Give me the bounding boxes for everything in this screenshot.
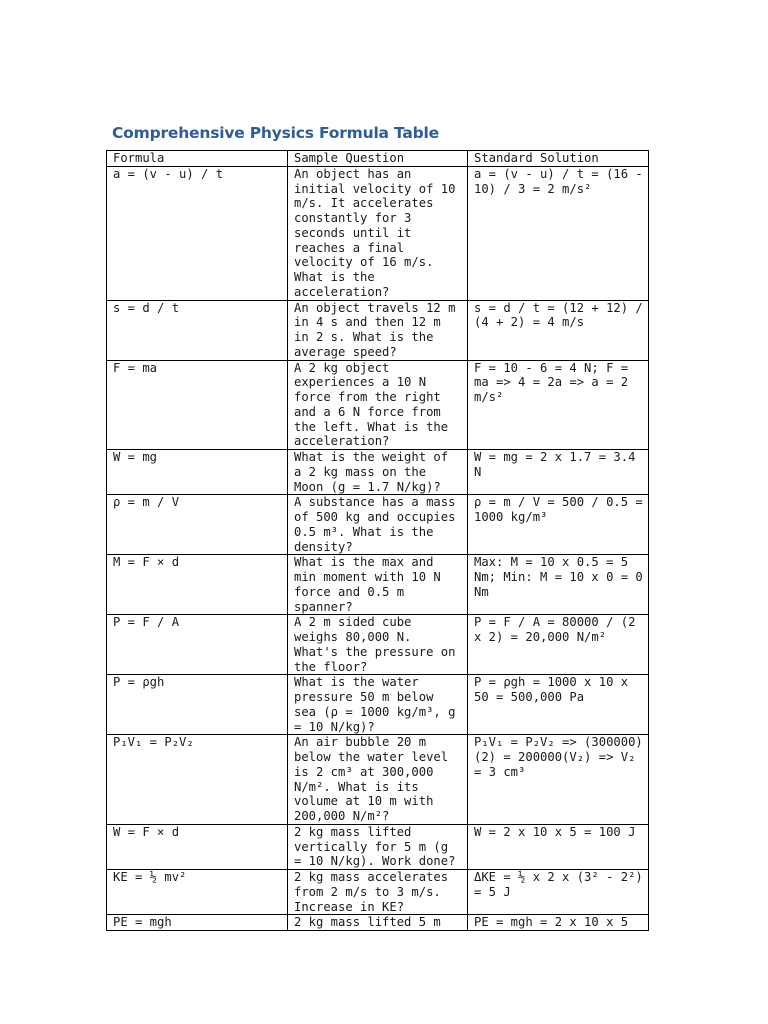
solution-cell: W = mg = 2 x 1.7 = 3.4 N: [468, 450, 649, 495]
solution-cell: PE = mgh = 2 x 10 x 5: [468, 915, 649, 931]
table-row: [107, 675, 649, 735]
question-cell: An object has an initial velocity of 10 m/s. It accelerates constantly for 3 seconds until it reaches a final velocity of 16 m/s. What is the acceleration?: [288, 166, 468, 300]
table-row: [107, 824, 649, 869]
formula-cell: KE = ½ mv²: [107, 870, 288, 915]
formula-cell: P = F / A: [107, 615, 288, 675]
solution-cell: F = 10 - 6 = 4 N; F = ma => 4 = 2a => a = 2 m/s²: [468, 360, 649, 450]
question-cell: A substance has a mass of 500 kg and occupies 0.5 m³. What is the density?: [288, 495, 468, 555]
formula-cell: F = ma: [107, 360, 288, 450]
table-row: [107, 615, 649, 675]
solution-cell: ρ = m / V = 500 / 0.5 = 1000 kg/m³: [468, 495, 649, 555]
page-title: Comprehensive Physics Formula Table: [112, 124, 439, 142]
question-cell: 2 kg mass lifted vertically for 5 m (g = 10 N/kg). Work done?: [288, 824, 468, 869]
table-row: [107, 166, 649, 300]
question-cell: 2 kg mass lifted 5 m: [288, 915, 468, 931]
question-cell: What is the weight of a 2 kg mass on the Moon (g = 1.7 N/kg)?: [288, 450, 468, 495]
formula-cell: a = (v - u) / t: [107, 166, 288, 300]
formula-cell: W = mg: [107, 450, 288, 495]
table-row: [107, 735, 649, 825]
table-row: [107, 360, 649, 450]
question-cell: An air bubble 20 m below the water level is 2 cm³ at 300,000 N/m². What is its volume at 10 m with 200,000 N/m²?: [288, 735, 468, 825]
question-cell: A 2 m sided cube weighs 80,000 N. What's the pressure on the floor?: [288, 615, 468, 675]
column-header-standard-solution: Standard Solution: [468, 151, 649, 167]
question-cell: 2 kg mass accelerates from 2 m/s to 3 m/s. Increase in KE?: [288, 870, 468, 915]
table-row: [107, 915, 649, 931]
formula-table: [106, 150, 649, 931]
solution-cell: P₁V₁ = P₂V₂ => (300000)(2) = 200000(V₂) => V₂ = 3 cm³: [468, 735, 649, 825]
formula-cell: M = F × d: [107, 555, 288, 615]
formula-cell: P₁V₁ = P₂V₂: [107, 735, 288, 825]
formula-cell: ρ = m / V: [107, 495, 288, 555]
table-row: [107, 300, 649, 360]
solution-cell: a = (v - u) / t = (16 - 10) / 3 = 2 m/s²: [468, 166, 649, 300]
solution-cell: s = d / t = (12 + 12) / (4 + 2) = 4 m/s: [468, 300, 649, 360]
formula-cell: W = F × d: [107, 824, 288, 869]
table-header-row: [107, 151, 649, 167]
solution-cell: P = F / A = 80000 / (2 x 2) = 20,000 N/m²: [468, 615, 649, 675]
solution-cell: ΔKE = ½ x 2 x (3² - 2²) = 5 J: [468, 870, 649, 915]
question-cell: What is the max and min moment with 10 N force and 0.5 m spanner?: [288, 555, 468, 615]
column-header-sample-question: Sample Question: [288, 151, 468, 167]
question-cell: An object travels 12 m in 4 s and then 12 m in 2 s. What is the average speed?: [288, 300, 468, 360]
column-header-formula: Formula: [107, 151, 288, 167]
question-cell: What is the water pressure 50 m below sea (ρ = 1000 kg/m³, g = 10 N/kg)?: [288, 675, 468, 735]
table-row: [107, 555, 649, 615]
table-row: [107, 450, 649, 495]
formula-cell: PE = mgh: [107, 915, 288, 931]
solution-cell: P = ρgh = 1000 x 10 x 50 = 500,000 Pa: [468, 675, 649, 735]
formula-cell: s = d / t: [107, 300, 288, 360]
solution-cell: W = 2 x 10 x 5 = 100 J: [468, 824, 649, 869]
formula-cell: P = ρgh: [107, 675, 288, 735]
table-row: [107, 495, 649, 555]
table-row: [107, 870, 649, 915]
question-cell: A 2 kg object experiences a 10 N force from the right and a 6 N force from the left. What is the acceleration?: [288, 360, 468, 450]
solution-cell: Max: M = 10 x 0.5 = 5 Nm; Min: M = 10 x 0 = 0 Nm: [468, 555, 649, 615]
